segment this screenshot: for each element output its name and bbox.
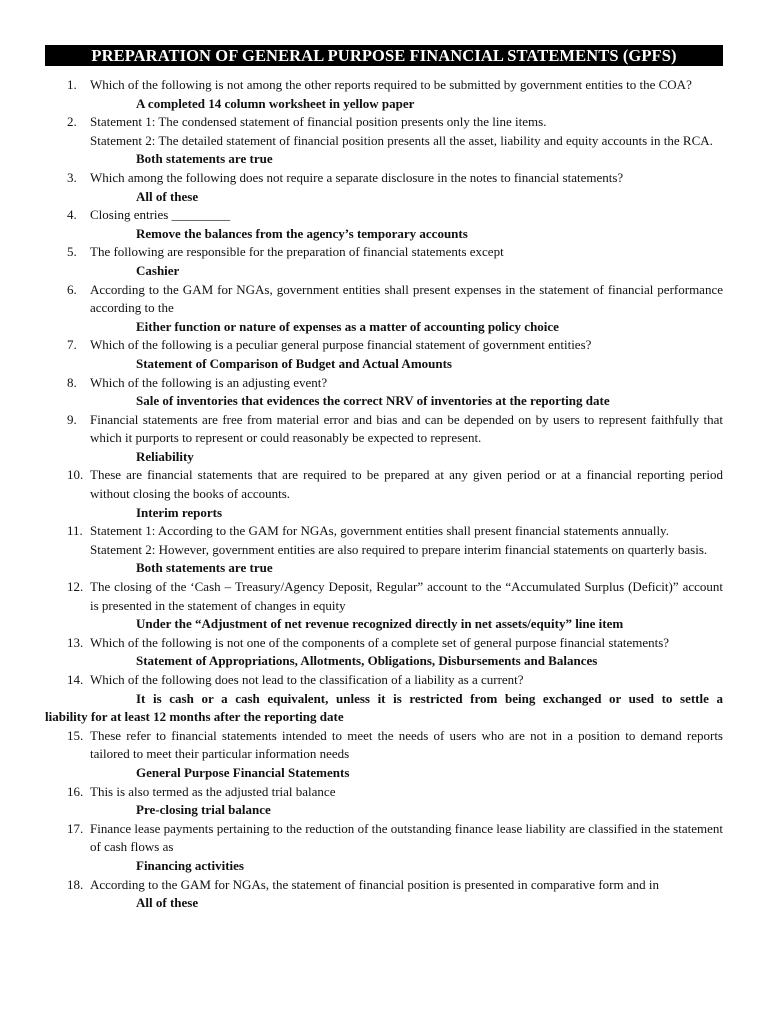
question-text: Which of the following does not lead to the classification of a liability as a current? xyxy=(90,672,524,687)
question-text: Statement 2: However, government entities are also required to prepare interim financial statements on quarterly basis. xyxy=(90,541,708,557)
answer-text: Under the “Adjustment of net revenue recognized directly in net assets/equity” line item xyxy=(136,616,624,632)
question-item xyxy=(45,671,723,727)
question-number: 10. xyxy=(67,467,84,483)
answer-text: Cashier xyxy=(136,262,180,278)
answer-block xyxy=(45,690,723,727)
question-item xyxy=(45,578,723,634)
question-text: Which of the following is a peculiar general purpose financial statement of government entities? xyxy=(90,337,592,353)
question-number: 3. xyxy=(67,169,77,185)
question-text: Statement 2: The detailed statement of financial position presents all the asset, liability and equity accounts in the RCA. xyxy=(90,132,713,148)
question-number: 13. xyxy=(67,634,84,650)
question-number: 17. xyxy=(67,820,84,836)
question-number: 14. xyxy=(67,672,84,687)
question-item xyxy=(45,374,723,411)
question-item xyxy=(45,281,723,337)
question-item xyxy=(45,783,723,820)
question-text: Statement 1: According to the GAM for NGAs, government entities shall present financial statements annually. xyxy=(90,523,669,539)
question-item xyxy=(45,876,723,913)
question-text: According to the GAM for NGAs, government entities shall present expenses in the statement of financial performance according to the xyxy=(90,281,723,316)
question-number: 1. xyxy=(67,77,77,92)
question-text: These refer to financial statements intended to meet the needs of users who are not in a position to demand reports tailored to meet their particular information needs xyxy=(90,727,723,762)
question-item xyxy=(45,336,723,373)
answer-text: Either function or nature of expenses as a matter of accounting policy choice xyxy=(136,318,559,334)
question-text: Which of the following is an adjusting event? xyxy=(90,374,328,390)
answer-text: Reliability xyxy=(136,448,194,464)
answer-text: It is cash or a cash equivalent, unless it is restricted from being exchanged or used to settle a xyxy=(136,690,723,706)
question-number: 18. xyxy=(67,876,84,892)
question-text: According to the GAM for NGAs, the statement of financial position is presented in comparative form and in xyxy=(90,876,659,892)
answer-text: A completed 14 column worksheet in yellow paper xyxy=(136,95,415,111)
question-item xyxy=(45,169,723,206)
question-number: 12. xyxy=(67,579,84,595)
answer-text: Sale of inventories that evidences the correct NRV of inventories at the reporting date xyxy=(136,393,610,409)
question-number: 8. xyxy=(67,374,77,390)
question-text: These are financial statements that are required to be prepared at any given period or at a financial reporting period without closing the books of accounts. xyxy=(90,467,723,502)
question-number: 9. xyxy=(67,411,77,427)
question-number: 6. xyxy=(67,281,77,297)
question-item xyxy=(45,820,723,876)
question-item xyxy=(45,76,723,113)
answer-text: Both statements are true xyxy=(136,151,273,167)
question-number: 5. xyxy=(67,244,77,260)
question-text: The closing of the ‘Cash – Treasury/Agency Deposit, Regular” account to the “Accumulated Surplus (Deficit)” account is presented in the statement of changes in equity xyxy=(90,579,723,613)
answer-text: liability for at least 12 months after the reporting date xyxy=(45,709,344,725)
question-item xyxy=(45,206,723,243)
question-text: Finance lease payments pertaining to the reduction of the outstanding finance lease liability are classified in the statement of cash flows as xyxy=(90,820,723,855)
question-item xyxy=(45,522,723,578)
answer-text: All of these xyxy=(136,895,199,911)
question-item xyxy=(45,113,723,169)
question-text: Which of the following is not one of the components of a complete set of general purpose financial statements? xyxy=(90,634,670,650)
answer-text: General Purpose Financial Statements xyxy=(136,764,350,780)
answer-text: Remove the balances from the agency’s temporary accounts xyxy=(136,225,468,241)
question-number: 7. xyxy=(67,337,77,353)
question-item xyxy=(45,411,723,467)
question-item xyxy=(45,243,723,280)
question-text: This is also termed as the adjusted trial balance xyxy=(90,783,336,799)
answer-text: Both statements are true xyxy=(136,560,273,576)
question-text: The following are responsible for the preparation of financial statements except xyxy=(90,244,504,260)
answer-text: Pre-closing trial balance xyxy=(136,802,271,818)
question-number: 2. xyxy=(67,114,77,130)
question-item xyxy=(45,727,723,783)
question-number: 4. xyxy=(67,207,77,223)
question-number: 16. xyxy=(67,783,84,799)
question-text: Closing entries _________ xyxy=(90,207,231,223)
question-list xyxy=(45,76,723,913)
answer-text: All of these xyxy=(136,188,199,204)
document-title: PREPARATION OF GENERAL PURPOSE FINANCIAL STATEMENTS (GPFS) xyxy=(45,45,723,66)
answer-text: Interim reports xyxy=(136,504,223,520)
answer-text: Statement of Comparison of Budget and Actual Amounts xyxy=(136,355,452,371)
question-text: Which of the following is not among the other reports required to be submitted by government entities to the COA? xyxy=(90,77,692,92)
question-number: 11. xyxy=(67,523,83,539)
question-text: Financial statements are free from material error and bias and can be depended on by users to represent faithfully that which it purports to represent or could reasonably be expected to represent. xyxy=(90,411,723,446)
answer-text: Statement of Appropriations, Allotments, Obligations, Disbursements and Balances xyxy=(136,653,598,669)
question-item xyxy=(45,466,723,522)
question-text: Which among the following does not require a separate disclosure in the notes to financial statements? xyxy=(90,169,624,185)
question-item xyxy=(45,634,723,671)
question-number: 15. xyxy=(67,727,84,743)
answer-text: Financing activities xyxy=(136,857,244,873)
question-text: Statement 1: The condensed statement of financial position presents only the line items. xyxy=(90,114,547,130)
